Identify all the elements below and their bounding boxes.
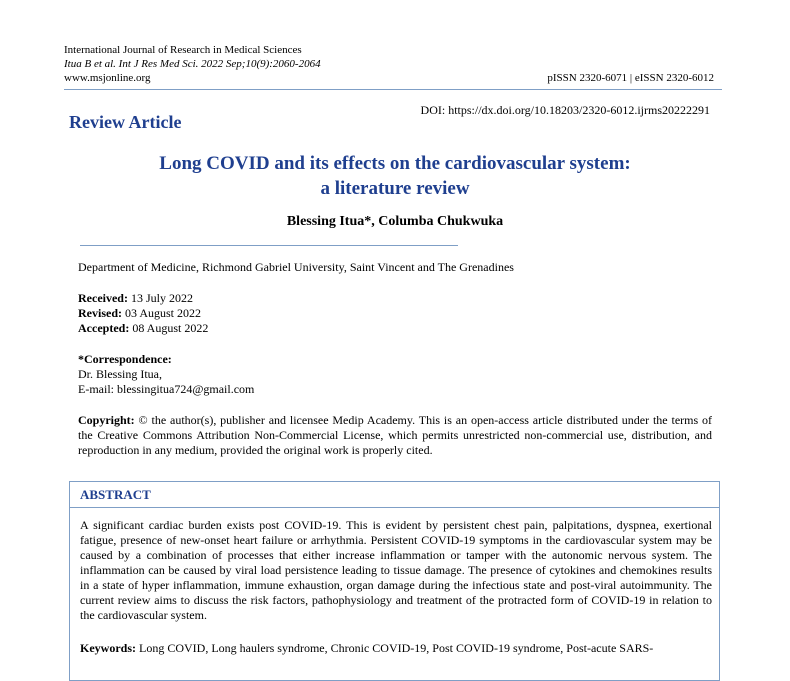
website-link[interactable]: www.msjonline.org	[64, 72, 151, 84]
revised-value: 03 August 2022	[122, 306, 202, 320]
revised-date	[78, 306, 208, 321]
authors-divider	[80, 245, 458, 246]
abstract-heading: ABSTRACT	[80, 487, 151, 502]
received-label: Received:	[78, 291, 128, 305]
abstract-divider	[69, 507, 720, 508]
received-date	[78, 291, 208, 306]
title-line-2: a literature review	[320, 178, 470, 199]
doi-link[interactable]: DOI: https://dx.doi.org/10.18203/2320-6012.ijrms20222291	[420, 103, 710, 117]
abstract-text: A significant cardiac burden exists post COVID-19. This is evident by persistent chest pain, palpitations, dyspnea, exertional fatigue, presence of new-onset heart failure or arrhythmia. Persistent COVID-19 symptoms in the cardiovascular system may be caused by a combination of processes that either increase inflammation or tamper with the autonomic nervous system. The inflammation can be caused by viral load persistence leading to tissue damage. The presence of cytokines and chemokines results in a state of hyper inflammation, immune exhaustion, organ damage during the infectious state and post-viral autoimmunity. The current review aims to discuss the risk factors, pathophysiology and treatment of the protracted form of COVID-19 in relation to the cardiovascular system.	[80, 518, 712, 622]
title-line-1: Long COVID and its effects on the cardiovascular system:	[159, 153, 631, 174]
accepted-date	[78, 321, 208, 336]
journal-name: International Journal of Research in Medical Sciences	[64, 44, 302, 56]
issn: pISSN 2320-6071 | eISSN 2320-6012	[547, 72, 714, 84]
copyright-label: Copyright:	[78, 413, 135, 427]
article-title	[0, 151, 790, 201]
correspondence-email[interactable]: E-mail: blessingitua724@gmail.com	[78, 382, 255, 396]
keywords-label: Keywords:	[80, 641, 136, 655]
citation: Itua B et al. Int J Res Med Sci. 2022 Sep;10(9):2060-2064	[64, 58, 321, 70]
article-type: Review Article	[69, 112, 182, 132]
copyright-text: © the author(s), publisher and licensee Medip Academy. This is an open-access article distributed under the terms of the Creative Commons Attribution Non-Commercial License, which permits unrestricted non-commercial use, distribution, and reproduction in any medium, provided the original work is properly cited.	[78, 413, 712, 457]
correspondence-label: *Correspondence:	[78, 352, 172, 366]
revised-label: Revised:	[78, 306, 122, 320]
correspondence-block	[78, 352, 254, 397]
accepted-label: Accepted:	[78, 321, 130, 335]
authors: Blessing Itua*, Columba Chukwuka	[286, 214, 504, 229]
keywords-text: Long COVID, Long haulers syndrome, Chronic COVID-19, Post COVID-19 syndrome, Post-acute SARS-	[136, 641, 654, 655]
dates-block	[78, 291, 208, 336]
received-value: 13 July 2022	[127, 291, 193, 305]
correspondence-name: Dr. Blessing Itua,	[78, 367, 162, 381]
affiliation: Department of Medicine, Richmond Gabriel University, Saint Vincent and The Grenadines	[78, 260, 514, 274]
copyright-notice	[78, 413, 712, 458]
accepted-value: 08 August 2022	[129, 321, 209, 335]
header-divider	[64, 89, 722, 90]
